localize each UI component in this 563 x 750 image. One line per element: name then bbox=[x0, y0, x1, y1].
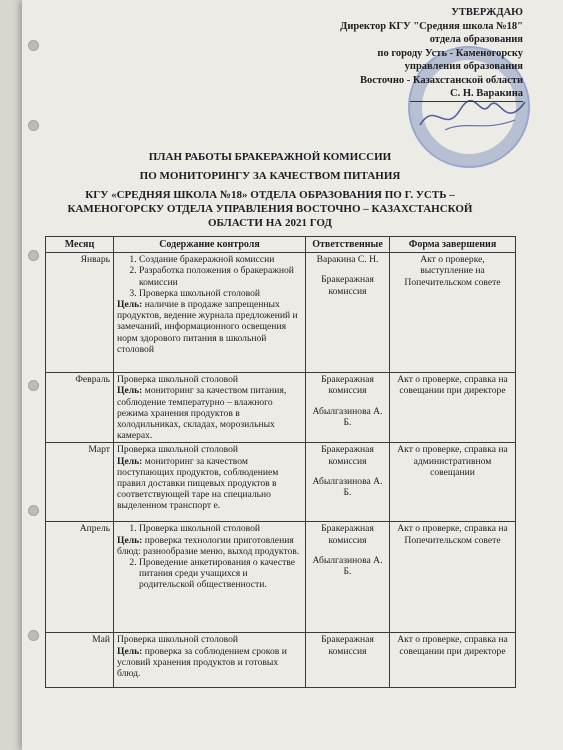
binder-hole bbox=[28, 250, 39, 261]
approval-heading: УТВЕРЖДАЮ bbox=[451, 7, 523, 18]
form-cell: Акт о проверке, справка на совещании при директоре bbox=[390, 373, 516, 443]
month-cell: Январь bbox=[46, 253, 114, 373]
list-item: 3. Проверка школьной столовой bbox=[139, 288, 302, 299]
responsible-cell bbox=[306, 443, 390, 522]
content-cell bbox=[114, 633, 306, 688]
responsible-person: Варакина С. Н. bbox=[316, 254, 379, 266]
goal-label: Цель: bbox=[117, 645, 143, 657]
approval-region: Восточно - Казахстанской области bbox=[359, 74, 523, 86]
content-cell bbox=[114, 373, 306, 443]
header-responsible: Ответственные bbox=[306, 237, 390, 253]
control-intro: Проверка школьной столовой bbox=[117, 374, 239, 386]
content-cell bbox=[114, 253, 306, 373]
approval-position: Директор КГУ "Средняя школа №18" bbox=[340, 20, 523, 32]
header-content: Содержание контроля bbox=[114, 237, 306, 253]
content-cell bbox=[114, 443, 306, 522]
goal-label: Цель: bbox=[117, 534, 143, 546]
control-list bbox=[117, 523, 302, 534]
control-intro: Проверка школьной столовой bbox=[117, 634, 239, 646]
responsible-person: Абылгазинова А. Б. bbox=[312, 554, 383, 578]
list-item: 1. Создание бракеражной комиссии bbox=[139, 254, 302, 265]
month-cell: Апрель bbox=[46, 522, 114, 633]
goal-text: проверка за соблюдением сроков и условий хранения продуктов и готовых блюд. bbox=[117, 645, 287, 680]
table-header-row bbox=[46, 237, 516, 253]
control-list bbox=[117, 557, 302, 591]
approval-city: по городу Усть - Каменогорску bbox=[377, 47, 523, 59]
table-row bbox=[46, 522, 516, 633]
binder-hole bbox=[28, 40, 39, 51]
list-item: 2. Разработка положения о бракеражной комиссии bbox=[139, 265, 302, 287]
responsible-person: Абылгазинова А. Б. bbox=[312, 405, 383, 428]
goal-label: Цель: bbox=[117, 299, 143, 311]
control-list bbox=[117, 254, 302, 299]
approval-block bbox=[340, 6, 523, 102]
responsible-group: Бракеражная комиссия bbox=[321, 444, 374, 467]
approval-admin: управления образования bbox=[404, 61, 523, 72]
table-row bbox=[46, 253, 516, 373]
list-item: 1. Проверка школьной столовой bbox=[139, 523, 302, 534]
plan-organization: КГУ «СРЕДНЯЯ ШКОЛА №18» ОТДЕЛА ОБРАЗОВАНИЯ ПО Г. УСТЬ – КАМЕНОГОРСКУ ОТДЕЛА УПРАВЛЕНИЯ ВОСТОЧНО – КАЗАХСТАНСКОЙ ОБЛАСТИ НА 2021 ГОД bbox=[67, 189, 473, 229]
responsible-group: Бракеражная комиссия bbox=[321, 374, 374, 397]
plan-subtitle: ПО МОНИТОРИНГУ ЗА КАЧЕСТВОМ ПИТАНИЯ bbox=[139, 170, 401, 182]
responsible-cell bbox=[306, 633, 390, 688]
goal-text: наличие в продаже запрещенных продуктов, ведение журнала предложений и замечаний, информационного освещения норм здорового питания в школьной столовой bbox=[117, 299, 298, 355]
binder-holes bbox=[22, 0, 46, 750]
header-form: Форма завершения bbox=[390, 237, 516, 253]
table-row bbox=[46, 443, 516, 522]
table-row bbox=[46, 633, 516, 688]
table-row bbox=[46, 373, 516, 443]
responsible-cell bbox=[306, 373, 390, 443]
month-cell: Май bbox=[46, 633, 114, 688]
responsible-group: Бракеражная комиссия bbox=[321, 634, 374, 657]
goal-text: мониторинг за качеством питания, соблюдение температурно – влажного режима хранения продуктов в холодильниках, складах, морозильных камерах. bbox=[117, 385, 287, 442]
binder-hole bbox=[28, 630, 39, 641]
goal-label: Цель: bbox=[117, 385, 143, 397]
responsible-group: Бракеражная комиссия bbox=[321, 523, 374, 546]
goal-text: мониторинг за качеством поступающих продуктов, соблюдением правил доставки пищевых продуктов в соответствующей таре на специально выделенном транспорт е. bbox=[117, 455, 279, 512]
control-intro: Проверка школьной столовой bbox=[117, 444, 239, 456]
month-cell: Февраль bbox=[46, 373, 114, 443]
form-cell: Акт о проверке, выступление на Попечительском совете bbox=[390, 253, 516, 373]
plan-title: ПЛАН РАБОТЫ БРАКЕРАЖНОЙ КОМИССИИ bbox=[148, 151, 392, 163]
binder-hole bbox=[28, 505, 39, 516]
approval-signatory: С. Н. Варакина bbox=[410, 87, 523, 102]
header-month: Месяц bbox=[46, 237, 114, 253]
responsible-cell bbox=[306, 522, 390, 633]
month-cell: Март bbox=[46, 443, 114, 522]
responsible-cell bbox=[306, 253, 390, 373]
form-cell: Акт о проверке, справка на административном совещании bbox=[390, 443, 516, 522]
binder-hole bbox=[28, 380, 39, 391]
responsible-person: Абылгазинова А. Б. bbox=[312, 475, 383, 499]
responsible-group: Бракеражная комиссия bbox=[321, 274, 374, 297]
approval-dept: отдела образования bbox=[429, 34, 523, 45]
binder-hole bbox=[28, 120, 39, 131]
goal-label: Цель: bbox=[117, 455, 143, 467]
plan-table bbox=[45, 236, 516, 688]
list-item: 2. Проведение анкетирования о качестве питания среди учащихся и родительской общественности. bbox=[139, 557, 302, 591]
content-cell bbox=[114, 522, 306, 633]
form-cell: Акт о проверке, справка на совещании при директоре bbox=[390, 633, 516, 688]
form-cell: Акт о проверке, справка на Попечительском совете bbox=[390, 522, 516, 633]
goal-text: проверка технологии приготовления блюд: разнообразие меню, выход продуктов. bbox=[117, 534, 300, 557]
